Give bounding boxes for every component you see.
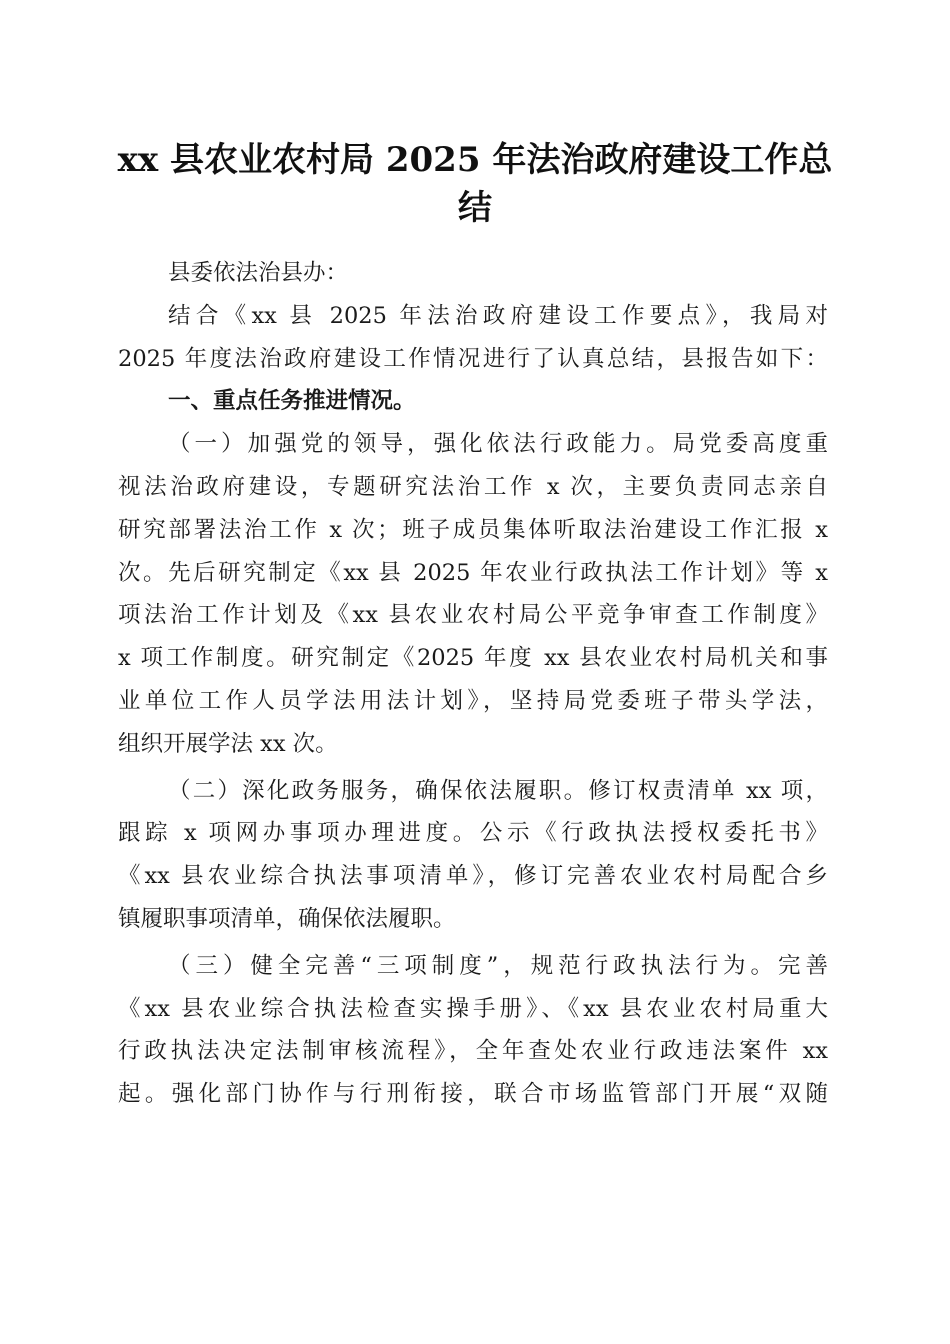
paragraph-line: 业单位工作人员学法用法计划》，坚持局党委班子带头学法， <box>118 687 828 714</box>
paragraph-line: 视法治政府建设，专题研究法治工作 x 次，主要负责同志亲自 <box>118 473 828 500</box>
intro-line: 结合《xx 县 2025 年法治政府建设工作要点》，我局对 <box>168 302 828 329</box>
paragraph-line: 行政执法决定法制审核流程》，全年查处农业行政违法案件 xx <box>118 1038 828 1065</box>
salutation <box>118 252 828 295</box>
paragraph-3 <box>118 945 828 1116</box>
section-heading-text: 一、重点任务推进情况。 <box>168 388 416 415</box>
document-body <box>118 252 828 1116</box>
paragraph-line: （三）健全完善“三项制度”，规范行政执法行为。完善 <box>168 952 828 979</box>
paragraph-line: 次。先后研究制定《xx 县 2025 年农业行政执法工作计划》等 x <box>118 559 828 586</box>
paragraph-line: 镇履职事项清单，确保依法履职。 <box>118 905 456 932</box>
intro-paragraph <box>118 295 828 381</box>
paragraph-line: 项法治工作计划及《xx 县农业农村局公平竞争审查工作制度》 <box>118 602 828 629</box>
paragraph-line: 起。强化部门协作与行刑衔接，联合市场监管部门开展“双随 <box>118 1081 828 1108</box>
paragraph-line: x 项工作制度。研究制定《2025 年度 xx 县农业农村局机关和事 <box>118 645 828 672</box>
title-line-2: 结 <box>458 188 492 228</box>
section-heading <box>118 380 828 423</box>
salutation-text: 县委依法治县办： <box>168 260 349 286</box>
paragraph-line: 跟踪 x 项网办事项办理进度。公示《行政执法授权委托书》 <box>118 820 828 847</box>
title-line-1: xx 县农业农村局 2025 年法治政府建设工作总 <box>117 140 833 180</box>
paragraph-line: （一）加强党的领导，强化依法行政能力。局党委高度重 <box>168 431 828 458</box>
paragraph-line: 研究部署法治工作 x 次；班子成员集体听取法治建设工作汇报 x <box>118 516 828 543</box>
paragraph-2 <box>118 770 828 941</box>
paragraph-line: （二）深化政务服务，确保依法履职。修订权责清单 xx 项， <box>168 777 828 804</box>
paragraph-line: 组织开展学法 xx 次。 <box>118 730 338 757</box>
intro-line: 2025 年度法治政府建设工作情况进行了认真总结，县报告如下： <box>118 345 828 372</box>
paragraph-line: 《xx 县农业综合执法检查实操手册》、《xx 县农业农村局重大 <box>118 995 828 1022</box>
paragraph-1 <box>118 423 828 765</box>
paragraph-line: 《xx 县农业综合执法事项清单》，修订完善农业农村局配合乡 <box>118 863 828 890</box>
document-title <box>110 136 840 232</box>
